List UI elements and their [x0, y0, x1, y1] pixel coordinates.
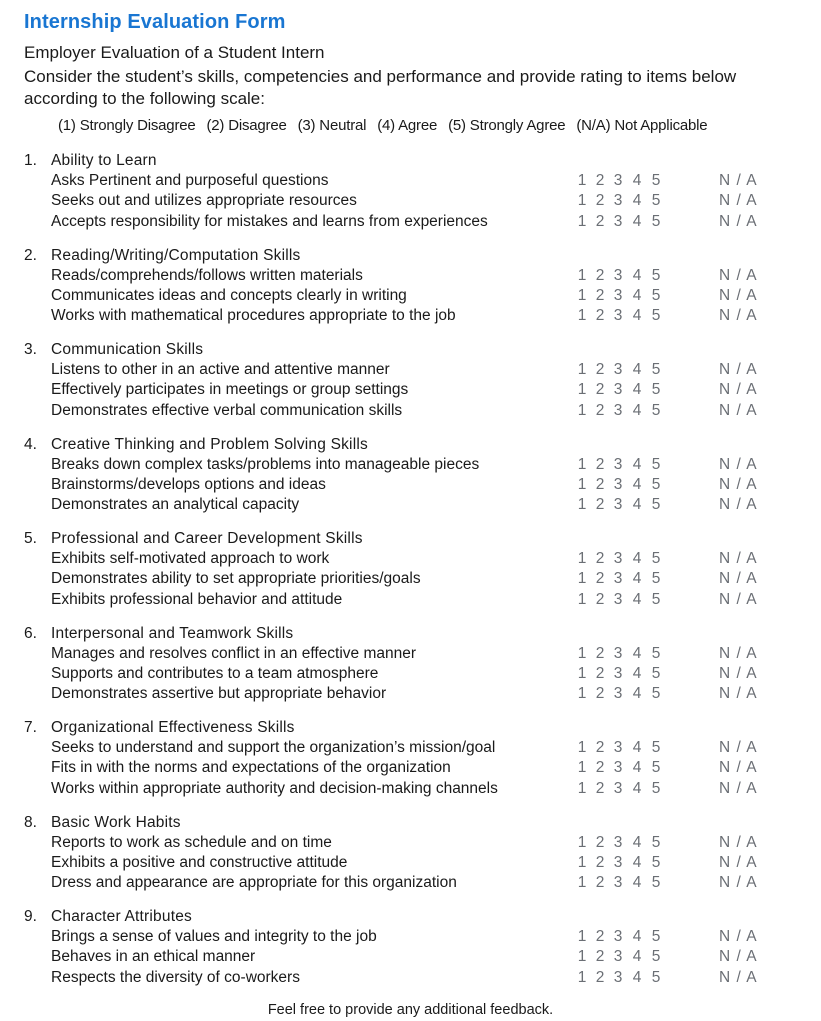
- evaluation-item-label: Exhibits self-motivated approach to work: [51, 550, 330, 567]
- evaluation-item-label: Effectively participates in meetings or group settings: [51, 381, 409, 399]
- evaluation-item-row: [24, 853, 804, 873]
- rating-option-4[interactable]: 4: [632, 192, 642, 210]
- rating-option-3[interactable]: 3: [613, 286, 623, 304]
- rating-option-na[interactable]: N / A: [719, 685, 758, 703]
- rating-option-3[interactable]: 3: [613, 685, 623, 703]
- evaluation-item-row: [24, 569, 804, 589]
- section-title: Basic Work Habits: [51, 813, 181, 831]
- rating-option-2[interactable]: 2: [595, 874, 605, 892]
- rating-option-2[interactable]: 2: [595, 550, 605, 567]
- rating-option-4[interactable]: 4: [632, 570, 642, 588]
- rating-option-2[interactable]: 2: [595, 664, 605, 682]
- rating-option-2[interactable]: 2: [595, 739, 605, 756]
- rating-option-1[interactable]: 1: [577, 833, 587, 851]
- rating-option-5[interactable]: 5: [651, 779, 661, 797]
- rating-option-na[interactable]: N / A: [719, 874, 758, 892]
- rating-option-4[interactable]: 4: [632, 968, 642, 986]
- evaluation-item-label: Accepts responsibility for mistakes and learns from experiences: [51, 212, 488, 230]
- rating-option-1[interactable]: 1: [577, 874, 587, 892]
- rating-option-5[interactable]: 5: [651, 172, 661, 189]
- rating-option-5[interactable]: 5: [651, 853, 661, 871]
- section-title: Character Attributes: [51, 908, 192, 925]
- rating-option-5[interactable]: 5: [651, 874, 661, 892]
- rating-option-4[interactable]: 4: [632, 307, 642, 325]
- rating-option-3[interactable]: 3: [613, 948, 623, 966]
- rating-option-5[interactable]: 5: [651, 455, 661, 473]
- evaluation-section: [24, 246, 804, 327]
- rating-option-5[interactable]: 5: [651, 381, 661, 399]
- rating-option-na[interactable]: N / A: [719, 361, 758, 378]
- section-header: [24, 718, 804, 738]
- evaluation-item-row: [24, 360, 804, 380]
- evaluation-item-row: [24, 401, 804, 421]
- rating-option-1[interactable]: 1: [577, 739, 587, 756]
- rating-option-3[interactable]: 3: [613, 928, 623, 945]
- rating-option-na[interactable]: N / A: [719, 779, 758, 797]
- evaluation-item-row: [24, 684, 804, 704]
- section-header: [24, 907, 804, 927]
- evaluation-item-label: Supports and contributes to a team atmosphere: [51, 664, 379, 682]
- rating-option-5[interactable]: 5: [651, 928, 661, 945]
- rating-option-3[interactable]: 3: [613, 779, 623, 797]
- rating-option-4[interactable]: 4: [632, 212, 642, 230]
- rating-option-2[interactable]: 2: [595, 496, 605, 514]
- rating-option-3[interactable]: 3: [613, 739, 623, 756]
- section-number: 2.: [24, 246, 37, 264]
- evaluation-item-row: [24, 644, 804, 664]
- rating-option-na[interactable]: N / A: [719, 928, 758, 945]
- scale-item: (3) Neutral: [297, 117, 367, 134]
- scale-item: (4) Agree: [377, 117, 438, 134]
- rating-option-na[interactable]: N / A: [719, 307, 758, 325]
- evaluation-item-row: [24, 738, 804, 758]
- rating-option-1[interactable]: 1: [577, 307, 587, 325]
- rating-option-5[interactable]: 5: [651, 550, 661, 567]
- evaluation-section: [24, 624, 804, 705]
- rating-option-4[interactable]: 4: [632, 172, 642, 189]
- rating-option-3[interactable]: 3: [613, 192, 623, 210]
- rating-option-4[interactable]: 4: [632, 664, 642, 682]
- rating-option-3[interactable]: 3: [613, 644, 623, 662]
- section-header: [24, 529, 804, 549]
- rating-option-5[interactable]: 5: [651, 307, 661, 325]
- rating-option-3[interactable]: 3: [613, 496, 623, 514]
- evaluation-item-label: Exhibits a positive and constructive attitude: [51, 853, 348, 871]
- rating-option-3[interactable]: 3: [613, 590, 623, 608]
- rating-option-na[interactable]: N / A: [719, 266, 758, 284]
- rating-option-4[interactable]: 4: [632, 853, 642, 871]
- rating-option-na[interactable]: N / A: [719, 475, 758, 493]
- rating-option-2[interactable]: 2: [595, 590, 605, 608]
- rating-option-1[interactable]: 1: [577, 361, 587, 378]
- section-header: [24, 624, 804, 644]
- section-number: 8.: [24, 813, 37, 831]
- rating-option-2[interactable]: 2: [595, 833, 605, 851]
- rating-option-1[interactable]: 1: [577, 496, 587, 514]
- evaluation-item-label: Communicates ideas and concepts clearly in writing: [51, 286, 407, 304]
- evaluation-section: [24, 907, 804, 988]
- rating-option-2[interactable]: 2: [595, 172, 605, 189]
- rating-option-3[interactable]: 3: [613, 833, 623, 851]
- evaluation-item-label: Demonstrates effective verbal communication skills: [51, 401, 403, 419]
- evaluation-item-label: Seeks to understand and support the organization’s mission/goal: [51, 739, 496, 756]
- evaluation-item-label: Respects the diversity of co-workers: [51, 968, 300, 986]
- rating-option-5[interactable]: 5: [651, 361, 661, 378]
- rating-option-2[interactable]: 2: [595, 853, 605, 871]
- evaluation-item-row: [24, 549, 804, 569]
- evaluation-item-row: [24, 286, 804, 306]
- rating-option-na[interactable]: N / A: [719, 381, 758, 399]
- rating-option-1[interactable]: 1: [577, 590, 587, 608]
- rating-option-2[interactable]: 2: [595, 570, 605, 588]
- rating-option-5[interactable]: 5: [651, 192, 661, 210]
- rating-option-1[interactable]: 1: [577, 779, 587, 797]
- evaluation-item-label: Reports to work as schedule and on time: [51, 833, 332, 851]
- rating-option-na[interactable]: N / A: [719, 496, 758, 514]
- rating-option-5[interactable]: 5: [651, 968, 661, 986]
- rating-option-2[interactable]: 2: [595, 928, 605, 945]
- rating-option-3[interactable]: 3: [613, 475, 623, 493]
- rating-option-3[interactable]: 3: [613, 307, 623, 325]
- evaluation-item-row: [24, 833, 804, 853]
- rating-option-3[interactable]: 3: [613, 455, 623, 473]
- rating-option-4[interactable]: 4: [632, 381, 642, 399]
- evaluation-item-label: Listens to other in an active and attentive manner: [51, 361, 390, 378]
- evaluation-item-label: Seeks out and utilizes appropriate resources: [51, 192, 357, 210]
- rating-option-4[interactable]: 4: [632, 928, 642, 945]
- evaluation-item-label: Behaves in an ethical manner: [51, 948, 256, 966]
- rating-option-2[interactable]: 2: [595, 286, 605, 304]
- evaluation-item-label: Works with mathematical procedures appropriate to the job: [51, 307, 456, 325]
- rating-option-3[interactable]: 3: [613, 381, 623, 399]
- rating-option-5[interactable]: 5: [651, 948, 661, 966]
- rating-option-2[interactable]: 2: [595, 948, 605, 966]
- rating-option-2[interactable]: 2: [595, 307, 605, 325]
- evaluation-item-row: [24, 495, 804, 515]
- evaluation-section: [24, 813, 804, 894]
- rating-option-1[interactable]: 1: [577, 286, 587, 304]
- scale-item: (2) Disagree: [206, 117, 287, 134]
- rating-option-1[interactable]: 1: [577, 192, 587, 210]
- evaluation-item-label: Exhibits professional behavior and attitude: [51, 590, 343, 608]
- evaluation-item-label: Brainstorms/develops options and ideas: [51, 475, 326, 493]
- evaluation-section: [24, 151, 804, 232]
- rating-option-5[interactable]: 5: [651, 266, 661, 284]
- section-header: [24, 435, 804, 455]
- rating-option-1[interactable]: 1: [577, 401, 587, 419]
- rating-option-3[interactable]: 3: [613, 570, 623, 588]
- evaluation-item-row: [24, 212, 804, 232]
- section-title: Interpersonal and Teamwork Skills: [51, 624, 294, 642]
- rating-option-na[interactable]: N / A: [719, 968, 758, 986]
- evaluation-item-label: Demonstrates an analytical capacity: [51, 496, 300, 514]
- rating-option-5[interactable]: 5: [651, 644, 661, 662]
- scale-item: (5) Strongly Agree: [448, 117, 566, 134]
- rating-option-3[interactable]: 3: [613, 874, 623, 892]
- section-header: [24, 151, 804, 171]
- evaluation-item-row: [24, 475, 804, 495]
- rating-option-2[interactable]: 2: [595, 475, 605, 493]
- rating-option-na[interactable]: N / A: [719, 853, 758, 871]
- rating-option-3[interactable]: 3: [613, 664, 623, 682]
- evaluation-item-row: [24, 306, 804, 326]
- rating-option-3[interactable]: 3: [613, 401, 623, 419]
- evaluation-section: [24, 718, 804, 799]
- rating-option-4[interactable]: 4: [632, 948, 642, 966]
- rating-option-5[interactable]: 5: [651, 685, 661, 703]
- rating-option-1[interactable]: 1: [577, 172, 587, 189]
- rating-option-3[interactable]: 3: [613, 266, 623, 284]
- rating-option-4[interactable]: 4: [632, 475, 642, 493]
- rating-option-4[interactable]: 4: [632, 739, 642, 756]
- rating-option-1[interactable]: 1: [577, 475, 587, 493]
- rating-option-1[interactable]: 1: [577, 570, 587, 588]
- rating-option-na[interactable]: N / A: [719, 570, 758, 588]
- rating-option-3[interactable]: 3: [613, 550, 623, 567]
- evaluation-item-row: [24, 380, 804, 400]
- evaluation-item-label: Brings a sense of values and integrity to the job: [51, 928, 377, 945]
- rating-option-na[interactable]: N / A: [719, 550, 758, 567]
- rating-option-2[interactable]: 2: [595, 401, 605, 419]
- rating-option-na[interactable]: N / A: [719, 833, 758, 851]
- evaluation-item-row: [24, 455, 804, 475]
- rating-option-2[interactable]: 2: [595, 361, 605, 378]
- rating-option-5[interactable]: 5: [651, 496, 661, 514]
- section-number: 7.: [24, 719, 37, 736]
- evaluation-section: [24, 529, 804, 610]
- rating-option-2[interactable]: 2: [595, 455, 605, 473]
- rating-option-3[interactable]: 3: [613, 212, 623, 230]
- section-header: [24, 246, 804, 266]
- rating-option-na[interactable]: N / A: [719, 192, 758, 210]
- evaluation-item-row: [24, 873, 804, 893]
- rating-option-1[interactable]: 1: [577, 685, 587, 703]
- section-number: 4.: [24, 435, 37, 453]
- rating-option-4[interactable]: 4: [632, 496, 642, 514]
- section-header: [24, 340, 804, 360]
- evaluation-section: [24, 340, 804, 421]
- scale-item: (1) Strongly Disagree: [58, 117, 196, 134]
- evaluation-item-label: Works within appropriate authority and decision-making channels: [51, 779, 498, 797]
- evaluation-item-row: [24, 758, 804, 778]
- evaluation-item-label: Demonstrates assertive but appropriate behavior: [51, 685, 387, 703]
- rating-option-4[interactable]: 4: [632, 590, 642, 608]
- rating-option-1[interactable]: 1: [577, 644, 587, 662]
- rating-option-2[interactable]: 2: [595, 381, 605, 399]
- evaluation-item-label: Breaks down complex tasks/problems into manageable pieces: [51, 455, 480, 473]
- rating-option-1[interactable]: 1: [577, 550, 587, 567]
- form-instructions: Consider the student’s skills, competencies and performance and provide rating to items below according to the following scale:: [24, 67, 737, 108]
- evaluation-section: [24, 435, 804, 516]
- evaluation-item-row: [24, 171, 804, 191]
- rating-option-4[interactable]: 4: [632, 833, 642, 851]
- rating-option-1[interactable]: 1: [577, 968, 587, 986]
- evaluation-item-row: [24, 266, 804, 286]
- evaluation-item-row: [24, 191, 804, 211]
- rating-option-1[interactable]: 1: [577, 664, 587, 682]
- rating-option-5[interactable]: 5: [651, 739, 661, 756]
- rating-option-2[interactable]: 2: [595, 192, 605, 210]
- evaluation-item-label: Reads/comprehends/follows written materials: [51, 266, 363, 284]
- rating-option-4[interactable]: 4: [632, 685, 642, 703]
- rating-option-4[interactable]: 4: [632, 361, 642, 378]
- evaluation-item-label: Asks Pertinent and purposeful questions: [51, 172, 329, 189]
- evaluation-item-row: [24, 779, 804, 799]
- section-title: Organizational Effectiveness Skills: [51, 719, 295, 736]
- rating-option-4[interactable]: 4: [632, 401, 642, 419]
- rating-option-4[interactable]: 4: [632, 644, 642, 662]
- evaluation-item-label: Demonstrates ability to set appropriate priorities/goals: [51, 570, 421, 588]
- evaluation-item-label: Dress and appearance are appropriate for this organization: [51, 874, 457, 892]
- rating-option-4[interactable]: 4: [632, 286, 642, 304]
- section-title: Professional and Career Development Skills: [51, 530, 363, 547]
- rating-option-5[interactable]: 5: [651, 759, 661, 777]
- rating-option-2[interactable]: 2: [595, 266, 605, 284]
- section-header: [24, 813, 804, 833]
- rating-option-1[interactable]: 1: [577, 455, 587, 473]
- rating-option-na[interactable]: N / A: [719, 664, 758, 682]
- rating-option-2[interactable]: 2: [595, 779, 605, 797]
- rating-option-na[interactable]: N / A: [719, 172, 758, 189]
- rating-option-3[interactable]: 3: [613, 759, 623, 777]
- section-title: Reading/Writing/Computation Skills: [51, 246, 301, 264]
- section-title: Creative Thinking and Problem Solving Skills: [51, 435, 368, 453]
- rating-option-2[interactable]: 2: [595, 759, 605, 777]
- rating-option-na[interactable]: N / A: [719, 644, 758, 662]
- rating-option-3[interactable]: 3: [613, 172, 623, 189]
- rating-option-na[interactable]: N / A: [719, 455, 758, 473]
- rating-option-4[interactable]: 4: [632, 550, 642, 567]
- evaluation-item-row: [24, 968, 804, 988]
- section-number: 9.: [24, 908, 37, 925]
- rating-option-5[interactable]: 5: [651, 212, 661, 230]
- rating-option-na[interactable]: N / A: [719, 948, 758, 966]
- evaluation-item-row: [24, 664, 804, 684]
- rating-option-na[interactable]: N / A: [719, 590, 758, 608]
- evaluation-item-row: [24, 590, 804, 610]
- page-title: Internship Evaluation Form: [24, 11, 286, 33]
- evaluation-item-label: Manages and resolves conflict in an effective manner: [51, 644, 417, 662]
- rating-option-2[interactable]: 2: [595, 968, 605, 986]
- rating-option-5[interactable]: 5: [651, 833, 661, 851]
- section-title: Ability to Learn: [51, 152, 157, 169]
- rating-option-4[interactable]: 4: [632, 779, 642, 797]
- rating-scale-legend: [58, 117, 714, 134]
- rating-option-4[interactable]: 4: [632, 455, 642, 473]
- rating-option-na[interactable]: N / A: [719, 212, 758, 230]
- rating-option-3[interactable]: 3: [613, 853, 623, 871]
- section-number: 6.: [24, 624, 37, 642]
- evaluation-item-label: Fits in with the norms and expectations of the organization: [51, 759, 451, 777]
- rating-option-na[interactable]: N / A: [719, 739, 758, 756]
- rating-option-1[interactable]: 1: [577, 928, 587, 945]
- rating-option-1[interactable]: 1: [577, 948, 587, 966]
- rating-option-2[interactable]: 2: [595, 644, 605, 662]
- footer-note: Feel free to provide any additional feedback.: [267, 1002, 554, 1018]
- rating-option-3[interactable]: 3: [613, 361, 623, 378]
- rating-option-1[interactable]: 1: [577, 212, 587, 230]
- rating-option-5[interactable]: 5: [651, 286, 661, 304]
- rating-option-na[interactable]: N / A: [719, 759, 758, 777]
- rating-option-5[interactable]: 5: [651, 475, 661, 493]
- section-title: Communication Skills: [51, 341, 204, 358]
- rating-option-1[interactable]: 1: [577, 759, 587, 777]
- rating-option-1[interactable]: 1: [577, 266, 587, 284]
- rating-option-4[interactable]: 4: [632, 874, 642, 892]
- rating-option-5[interactable]: 5: [651, 401, 661, 419]
- rating-option-5[interactable]: 5: [651, 570, 661, 588]
- scale-item: (N/A) Not Applicable: [576, 117, 708, 134]
- evaluation-item-row: [24, 927, 804, 947]
- rating-option-2[interactable]: 2: [595, 685, 605, 703]
- rating-option-1[interactable]: 1: [577, 853, 587, 871]
- rating-option-4[interactable]: 4: [632, 759, 642, 777]
- section-number: 3.: [24, 341, 37, 358]
- section-number: 5.: [24, 530, 37, 547]
- rating-option-3[interactable]: 3: [613, 968, 623, 986]
- form-subtitle: Employer Evaluation of a Student Intern: [24, 43, 325, 62]
- rating-option-na[interactable]: N / A: [719, 401, 758, 419]
- rating-option-4[interactable]: 4: [632, 266, 642, 284]
- rating-option-5[interactable]: 5: [651, 664, 661, 682]
- section-number: 1.: [24, 152, 37, 169]
- evaluation-item-row: [24, 947, 804, 967]
- rating-option-1[interactable]: 1: [577, 381, 587, 399]
- rating-option-5[interactable]: 5: [651, 590, 661, 608]
- rating-option-na[interactable]: N / A: [719, 286, 758, 304]
- rating-option-2[interactable]: 2: [595, 212, 605, 230]
